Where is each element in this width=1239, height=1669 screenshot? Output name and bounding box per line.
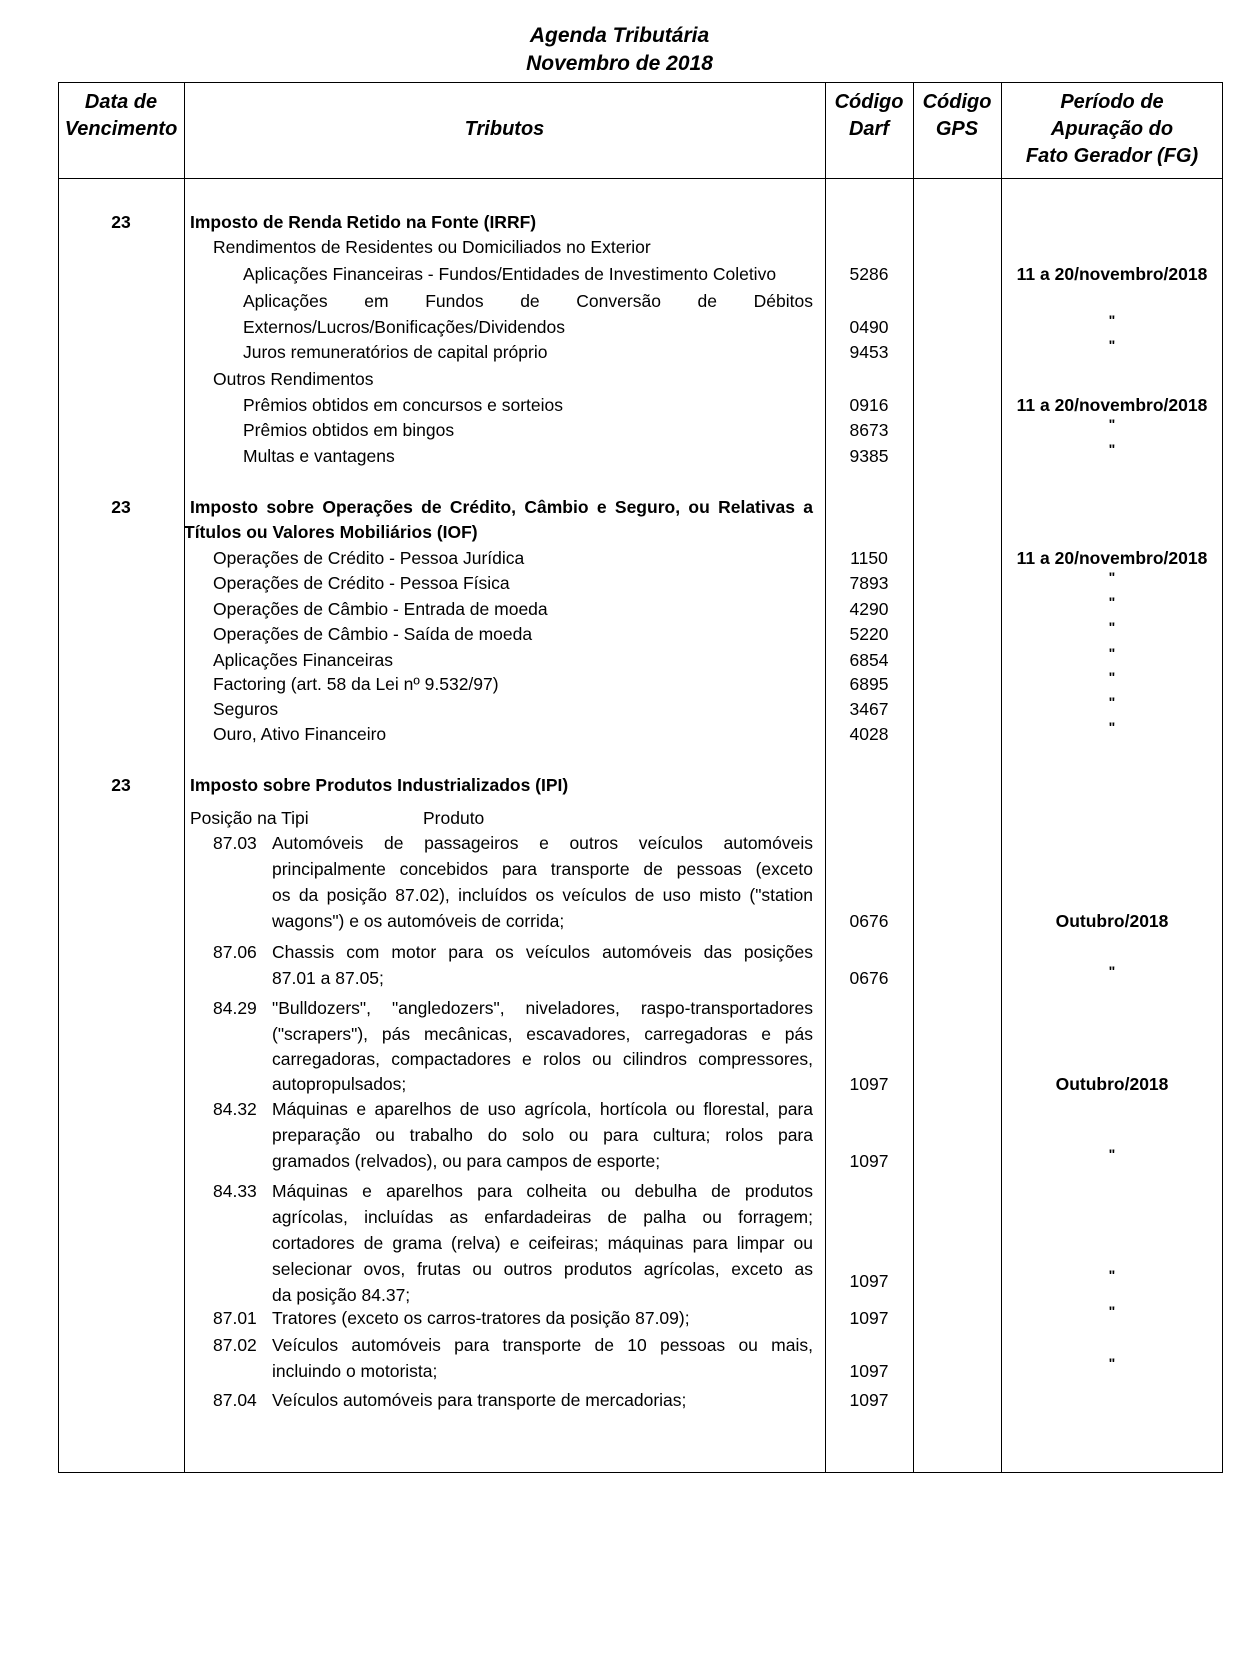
period-value: 11 a 20/novembro/2018 [1016,395,1208,415]
darf-code: 0676 [849,911,889,931]
row-label: Ouro, Ativo Financeiro [213,724,387,744]
group-label: Rendimentos de Residentes ou Domiciliados no Exterior [213,237,651,257]
product-description: selecionar ovos, frutas ou outros produtos agrícolas, exceto as [272,1259,813,1279]
header-gps-line: Código [922,91,992,113]
table-bottom-border [58,1472,1223,1473]
header-date [58,89,184,143]
darf-code: 1097 [849,1151,889,1171]
product-description: Veículos automóveis para transporte de mercadorias; [272,1390,687,1410]
section-title: Títulos ou Valores Mobiliários (IOF) [184,522,478,542]
table-top-border [58,82,1223,83]
document-subtitle: Novembro de 2018 [526,52,713,75]
ditto-mark: " [1108,337,1116,353]
period-value: Outubro/2018 [1055,911,1169,931]
tipi-position: 87.03 [213,833,257,853]
section-title: Imposto sobre Produtos Industrializados (IPI) [190,775,569,795]
tipi-position: 84.32 [213,1099,257,1119]
ditto-mark: " [1108,1355,1116,1371]
header-date-line: Data de [84,91,158,113]
row-label: Externos/Lucros/Bonificações/Dividendos [243,317,565,337]
product-description: incluindo o motorista; [272,1361,438,1381]
product-description: wagons") e os automóveis de corrida; [272,911,565,931]
ditto-mark: " [1108,963,1116,979]
row-label: Aplicações Financeiras - Fundos/Entidades de Investimento Coletivo [243,264,777,284]
darf-code: 0916 [849,395,889,415]
product-description: Veículos automóveis para transporte de 10 pessoas ou mais, [272,1335,813,1355]
darf-code: 1097 [849,1361,889,1381]
darf-code: 6895 [849,674,889,694]
product-description: autopropulsados; [272,1074,407,1094]
tipi-position: 87.06 [213,942,257,962]
product-description: os da posição 87.02), incluídos os veículos de uso misto ("station [272,885,813,905]
darf-code: 0490 [849,317,889,337]
ditto-mark: " [1108,619,1116,635]
header-darf-line: Darf [848,118,889,140]
product-description: gramados (relvados), ou para campos de esporte; [272,1151,661,1171]
product-description: ("scrapers"), pás mecânicas, escavadores, carregadoras e pás [272,1024,813,1044]
row-label: Aplicações Financeiras [213,650,393,670]
header-periodo-line: Fato Gerador (FG) [1025,145,1199,167]
darf-code: 1097 [849,1390,889,1410]
ditto-mark: " [1108,1146,1116,1162]
product-description: da posição 84.37; [272,1285,411,1305]
darf-code: 9453 [849,342,889,362]
header-periodo [1001,89,1223,170]
darf-code: 4028 [849,724,889,744]
ditto-mark: " [1108,569,1116,585]
product-description: principalmente concebidos para transporte de pessoas (exceto [272,859,813,879]
darf-code: 1097 [849,1074,889,1094]
header-darf-line: Código [834,91,904,113]
header-date-line: Vencimento [64,118,178,140]
row-label: Operações de Câmbio - Saída de moeda [213,624,533,644]
ditto-mark: " [1108,669,1116,685]
header-periodo-line: Período de [1060,91,1164,113]
tipi-position: 87.02 [213,1335,257,1355]
header-darf [825,89,913,143]
group-label: Outros Rendimentos [213,369,374,389]
ditto-mark: " [1108,416,1116,432]
darf-code: 0676 [849,968,889,988]
product-description: preparação ou trabalho do solo ou para cultura; rolos para [272,1125,813,1145]
darf-code: 4290 [849,599,889,619]
darf-code: 1097 [849,1271,889,1291]
column-divider [184,82,185,1473]
darf-code: 6854 [849,650,889,670]
header-tributos: Tributos [464,118,545,140]
product-description: Tratores (exceto os carros-tratores da posição 87.09); [272,1308,690,1328]
product-description: Chassis com motor para os veículos automóveis das posições [272,942,813,962]
ditto-mark: " [1108,441,1116,457]
due-date: 23 [111,775,131,795]
darf-code: 7893 [849,573,889,593]
section-title: Imposto sobre Operações de Crédito, Câmbio e Seguro, ou Relativas a [190,497,813,517]
tipi-position: 87.01 [213,1308,257,1328]
darf-code: 1097 [849,1308,889,1328]
darf-code: 5286 [849,264,889,284]
row-label: Operações de Câmbio - Entrada de moeda [213,599,548,619]
header-bottom-border [58,178,1223,179]
row-label: Juros remuneratórios de capital próprio [243,342,548,362]
darf-code: 3467 [849,699,889,719]
tipi-position: 87.04 [213,1390,257,1410]
product-description: Máquinas e aparelhos para colheita ou debulha de produtos [272,1181,813,1201]
product-description: carregadoras, compactadores e rolos ou cilindros compressores, [272,1049,813,1069]
row-label: Operações de Crédito - Pessoa Física [213,573,510,593]
ditto-mark: " [1108,1303,1116,1319]
document-title: Agenda Tributária [529,24,710,47]
row-label: Multas e vantagens [243,446,395,466]
product-description: Máquinas e aparelhos de uso agrícola, hortícola ou florestal, para [272,1099,813,1119]
tipi-position: 84.33 [213,1181,257,1201]
row-label: Operações de Crédito - Pessoa Jurídica [213,548,525,568]
ditto-mark: " [1108,312,1116,328]
product-description: Automóveis de passageiros e outros veículos automóveis [272,833,813,853]
row-label: Prêmios obtidos em concursos e sorteios [243,395,563,415]
column-label-position: Posição na Tipi [190,808,309,828]
darf-code: 9385 [849,446,889,466]
darf-code: 8673 [849,420,889,440]
column-divider [913,82,914,1473]
ditto-mark: " [1108,1267,1116,1283]
header-gps-line: GPS [935,118,979,140]
product-description: 87.01 a 87.05; [272,968,384,988]
ditto-mark: " [1108,719,1116,735]
ditto-mark: " [1108,594,1116,610]
due-date: 23 [111,212,131,232]
row-label: Factoring (art. 58 da Lei nº 9.532/97) [213,674,499,694]
row-label: Seguros [213,699,279,719]
header-periodo-line: Apuração do [1050,118,1174,140]
tipi-position: 84.29 [213,998,257,1018]
row-label: Aplicações em Fundos de Conversão de Débitos [243,291,813,311]
column-divider [825,82,826,1473]
row-label: Prêmios obtidos em bingos [243,420,455,440]
product-description: agrícolas, incluídas as enfardadeiras de palha ou forragem; [272,1207,813,1227]
period-value: 11 a 20/novembro/2018 [1016,264,1208,284]
period-value: 11 a 20/novembro/2018 [1016,548,1208,568]
section-title: Imposto de Renda Retido na Fonte (IRRF) [190,212,537,232]
product-description: "Bulldozers", "angledozers", niveladores, raspo-transportadores [272,998,813,1018]
ditto-mark: " [1108,645,1116,661]
darf-code: 5220 [849,624,889,644]
product-description: cortadores de grama (relva) e ceifeiras; máquinas para limpar ou [272,1233,813,1253]
due-date: 23 [111,497,131,517]
header-gps [913,89,1001,143]
period-value: Outubro/2018 [1055,1074,1169,1094]
darf-code: 1150 [850,548,888,568]
column-label-product: Produto [423,808,485,828]
ditto-mark: " [1108,694,1116,710]
